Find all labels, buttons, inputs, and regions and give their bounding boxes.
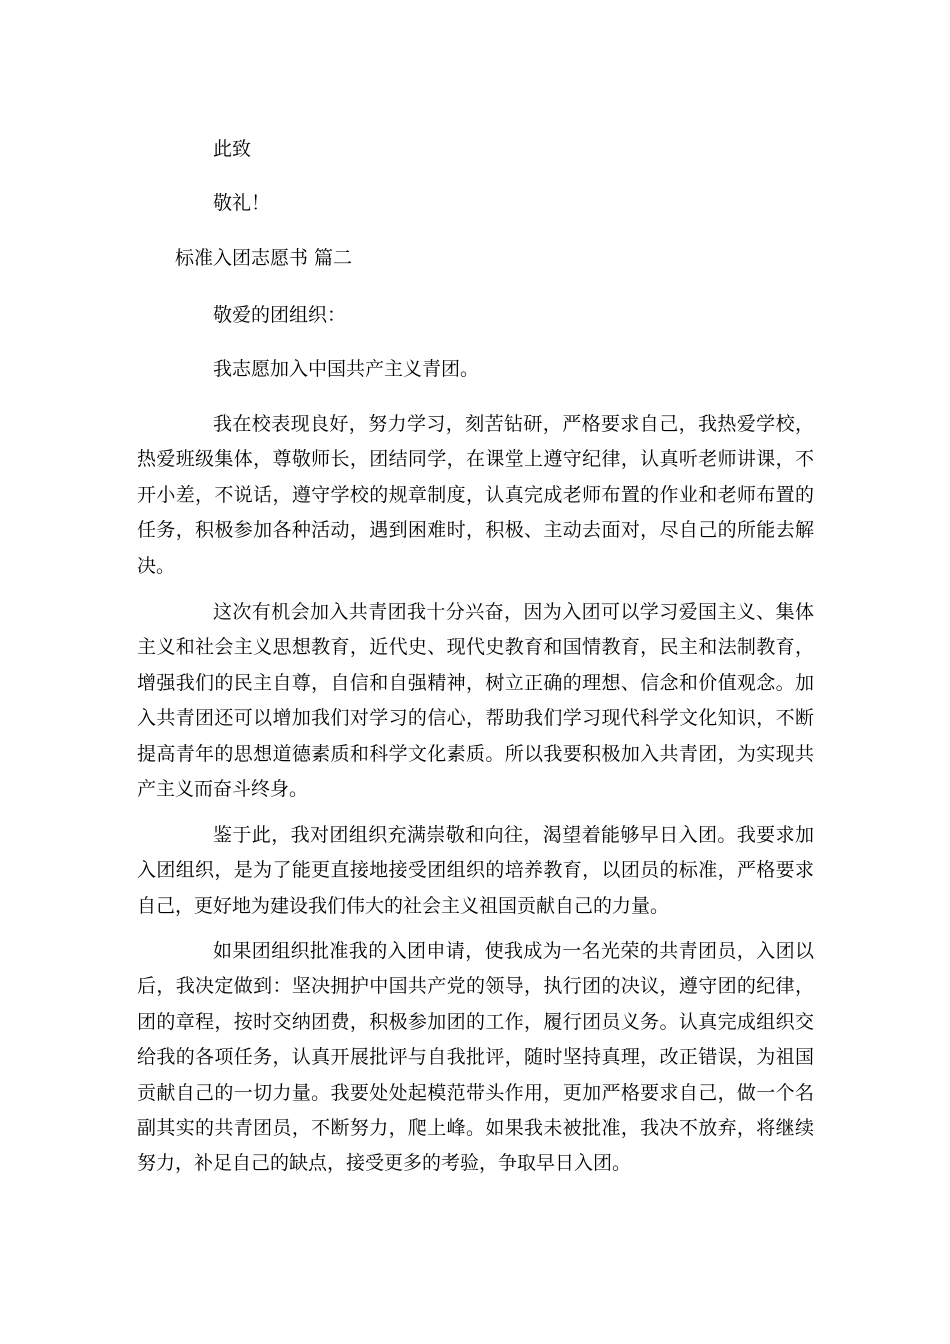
section-heading: 标准入团志愿书 篇二 [175, 247, 353, 269]
paragraph-1: 我志愿加入中国共产主义青团。 [213, 358, 480, 380]
paragraph-2: 我在校表现良好，努力学习，刻苦钻研，严格要求自己，我热爱学校，热爱班级集体，尊敬师长，团结同学，在课堂上遵守纪律，认真听老师讲课，不开小差，不说话，遵守学校的规章制度，认真完成老师布置的作业和老师布置的任务，积极参加各种活动，遇到困难时，积极、主动去面对，尽自己的所能去解决。 [137, 413, 814, 577]
paragraph-3: 这次有机会加入共青团我十分兴奋，因为入团可以学习爱国主义、集体主义和社会主义思想教育，近代史、现代史教育和国情教育，民主和法制教育，增强我们的民主自尊，自信和自强精神，树立正确的理想、信念和价值观念。加入共青团还可以增加我们对学习的信心，帮助我们学习现代科学文化知识，不断提高青年的思想道德素质和科学文化素质。所以我要积极加入共青团，为实现共产主义而奋斗终身。 [137, 601, 814, 801]
closing-line-2: 敬礼！ [213, 192, 271, 214]
paragraph-5: 如果团组织批准我的入团申请，使我成为一名光荣的共青团员，入团以后，我决定做到：坚决拥护中国共产党的领导，执行团的决议，遵守团的纪律，团的章程，按时交纳团费，积极参加团的工作，履行团员义务。认真完成组织交给我的各项任务，认真开展批评与自我批评，随时坚持真理，改正错误，为祖国贡献自己的一切力量。我要处处起模范带头作用，更加严格要求自己，做一个名副其实的共青团员，不断努力，爬上峰。如果我未被批准，我决不放弃，将继续努力，补足自己的缺点，接受更多的考验，争取早日入团。 [137, 940, 814, 1175]
closing-line-1: 此致 [213, 138, 252, 160]
salutation: 敬爱的团组织： [213, 304, 347, 326]
paragraph-4: 鉴于此，我对团组织充满崇敬和向往，渴望着能够早日入团。我要求加入团组织，是为了能更直接地接受团组织的培养教育，以团员的标准，严格要求自己，更好地为建设我们伟大的社会主义祖国贡献自己的力量。 [137, 824, 814, 917]
